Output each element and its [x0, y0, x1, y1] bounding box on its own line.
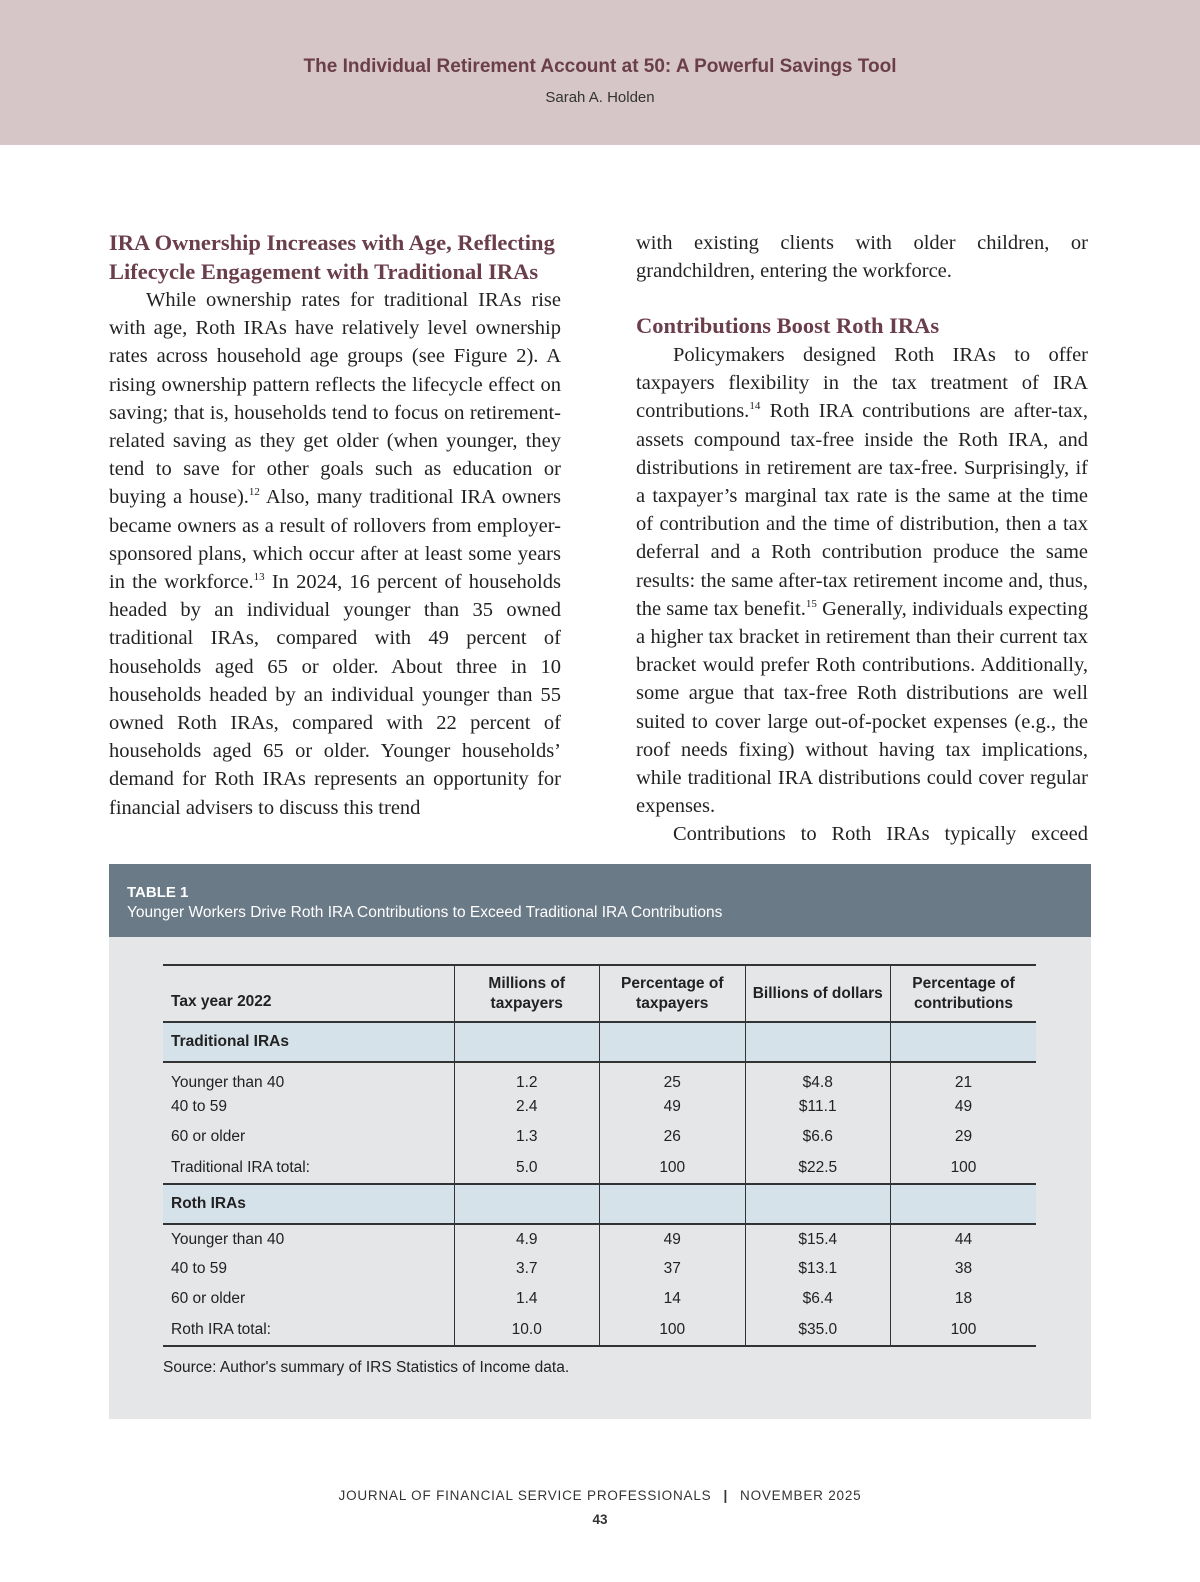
table-source-note: Source: Author's summary of IRS Statistics of Income data.: [163, 1359, 570, 1376]
table-row: [163, 1062, 1036, 1092]
group-row-traditional: [163, 1022, 1036, 1062]
table-cell: 49: [891, 1092, 1037, 1122]
table-label: TABLE 1: [127, 884, 189, 901]
running-title: The Individual Retirement Account at 50: A Powerful Savings Tool: [303, 56, 897, 77]
table-cell: $35.0: [745, 1314, 891, 1346]
row-label: Roth IRA total:: [163, 1314, 454, 1346]
column-header: Billions of dollars: [745, 965, 891, 1022]
table-caption: Younger Workers Drive Roth IRA Contributions to Exceed Traditional IRA Contributions: [127, 904, 723, 921]
table-1: [109, 864, 1091, 1419]
table-cell: 38: [891, 1254, 1037, 1284]
table-cell: $6.4: [745, 1284, 891, 1314]
paragraph-text: In 2024, 16 percent of households headed by an individual younger than 35 owned traditional IRAs, compared with 49 percent of households aged 65 or older. About three in 10 households headed by an individual younger than 55 owned Roth IRAs, compared with 22 percent of households aged 65 or older. Younger households’ demand for Roth IRAs represents an opportunity for financial advisers to discuss this trend: [109, 571, 561, 819]
table-cell: 37: [600, 1254, 746, 1284]
row-label: Younger than 40: [171, 1073, 285, 1091]
footnote-ref-15: 15: [805, 597, 817, 610]
table-cell: 5.0: [454, 1152, 600, 1184]
table-cell: 21: [891, 1062, 1037, 1092]
column-header: Percentage of contributions: [891, 965, 1037, 1022]
table-cell: 14: [600, 1284, 746, 1314]
footnote-ref-13: 13: [253, 571, 265, 584]
table-cell: 1.2: [454, 1062, 600, 1092]
table-total-row: [163, 1152, 1036, 1184]
table-cell: 100: [891, 1152, 1037, 1184]
table-cell: 2.4: [454, 1092, 600, 1122]
body-paragraph: Contributions to Roth IRAs typically exceed: [673, 823, 1088, 846]
empty-cell: [600, 1022, 746, 1062]
paragraph-text: While ownership rates for traditional IRAs rise with age, Roth IRAs have relatively level ownership rates across household age groups (see Figure 2). A rising ownership pattern reflects the lifecycle effect on saving; that is, households tend to focus on retirement-related saving as they get older (when younger, they tend to save for other goals such as education or buying a house).: [109, 289, 561, 509]
empty-cell: [745, 1184, 891, 1224]
table-cell: 100: [891, 1314, 1037, 1346]
table-header-band: [109, 864, 1091, 937]
empty-cell: [454, 1184, 600, 1224]
table-row: [163, 1284, 1036, 1314]
footnote-ref-14: 14: [749, 400, 761, 413]
table-cell: $22.5: [745, 1152, 891, 1184]
table-cell: 10.0: [454, 1314, 600, 1346]
table-row: [163, 1092, 1036, 1122]
table-header-row: [163, 965, 1036, 1022]
column-header: Tax year 2022: [163, 965, 454, 1022]
footer-separator: |: [723, 1488, 729, 1503]
continued-paragraph: with existing clients with older children, or grandchildren, entering the workforce.: [636, 232, 1088, 283]
column-header: Percentage of taxpayers: [600, 965, 746, 1022]
body-paragraph: [636, 341, 1088, 820]
empty-cell: [891, 1184, 1037, 1224]
table-cell: 3.7: [454, 1254, 600, 1284]
table-cell: 26: [600, 1122, 746, 1152]
table-cell: $13.1: [745, 1254, 891, 1284]
section-heading-ira-ownership: IRA Ownership Increases with Age, Reflecting Lifecycle Engagement with Traditional IRAs: [109, 230, 555, 284]
table-cell: 1.3: [454, 1122, 600, 1152]
table-cell: 4.9: [454, 1224, 600, 1254]
page-number: 43: [592, 1512, 608, 1527]
body-paragraph: [109, 286, 561, 822]
empty-cell: [600, 1184, 746, 1224]
row-label: Younger than 40: [171, 1230, 285, 1248]
row-label: Traditional IRA total:: [163, 1152, 454, 1184]
table-cell: $11.1: [745, 1092, 891, 1122]
footnote-ref-12: 12: [248, 486, 260, 499]
issue-date: NOVEMBER 2025: [740, 1488, 862, 1503]
table-cell: 100: [600, 1314, 746, 1346]
right-column: [636, 229, 1088, 849]
table-row: [163, 1224, 1036, 1254]
group-row-roth: [163, 1184, 1036, 1224]
table-cell: $4.8: [745, 1062, 891, 1092]
table-row: [163, 1254, 1036, 1284]
empty-cell: [891, 1022, 1037, 1062]
table-cell: $6.6: [745, 1122, 891, 1152]
row-label: 60 or older: [171, 1128, 246, 1145]
table-cell: 49: [600, 1092, 746, 1122]
empty-cell: [454, 1022, 600, 1062]
table-total-row: [163, 1314, 1036, 1346]
author-name: Sarah A. Holden: [545, 89, 655, 106]
footer-journal-line: [0, 1488, 1200, 1503]
row-label: 40 to 59: [171, 1098, 228, 1115]
row-label: 60 or older: [171, 1290, 246, 1307]
row-label: 40 to 59: [171, 1260, 228, 1277]
paragraph-text: Generally, individuals expecting a higher tax bracket in retirement than their current tax bracket would prefer Roth contributions. Additionally, some argue that tax-free Roth distributions are well suited to cover large out-of-pocket expenses (e.g., the roof needs fixing) without having tax implications, while traditional IRA distributions could cover regular expenses.: [636, 597, 1088, 818]
journal-name: JOURNAL OF FINANCIAL SERVICE PROFESSIONALS: [338, 1488, 712, 1503]
section-heading-roth-contributions: Contributions Boost Roth IRAs: [636, 313, 940, 339]
column-header: Millions of taxpayers: [454, 965, 600, 1022]
table-row: [163, 1122, 1036, 1152]
data-table: [163, 964, 1036, 1347]
left-column: [109, 229, 561, 822]
paragraph-text: Roth IRA contributions are after-tax, assets compound tax-free inside the Roth IRA, and distributions in retirement are tax-free. Surprisingly, if a taxpayer’s marginal tax rate is the same at the time of contribution and the time of distribution, then a tax deferral and a Roth contribution produce the same results: the same after-tax retirement income and, thus, the same tax benefit.: [636, 400, 1088, 620]
group-label: Roth IRAs: [163, 1184, 454, 1224]
paragraph-text: Also, many traditional IRA owners became owners as a result of rollovers from employer-sponsored plans, which occur after at least some years in the workforce.: [109, 486, 561, 594]
table-cell: 100: [600, 1152, 746, 1184]
table-cell: 29: [891, 1122, 1037, 1152]
table-cell: 25: [600, 1062, 746, 1092]
table-cell: 49: [600, 1224, 746, 1254]
table-cell: 44: [891, 1224, 1037, 1254]
paragraph-text: Policymakers designed Roth IRAs to offer taxpayers flexibility in the tax treatment of IRA contributions.: [636, 343, 1088, 423]
table-cell: $15.4: [745, 1224, 891, 1254]
empty-cell: [745, 1022, 891, 1062]
table-cell: 1.4: [454, 1284, 600, 1314]
table-cell: 18: [891, 1284, 1037, 1314]
group-label: Traditional IRAs: [163, 1022, 454, 1062]
